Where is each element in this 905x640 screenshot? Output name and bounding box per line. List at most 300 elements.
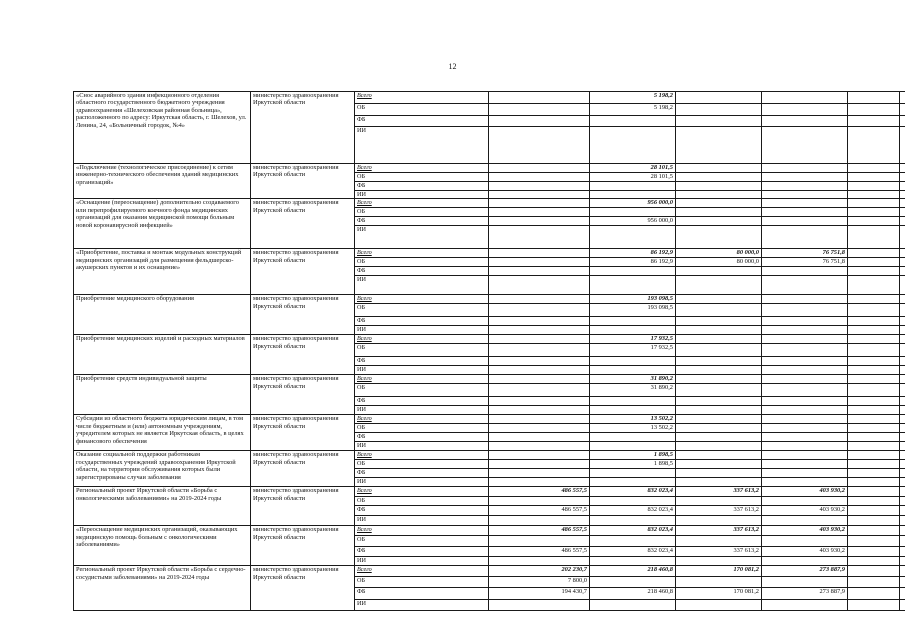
amount-cell <box>590 497 676 506</box>
funding-source: ФБ <box>355 357 489 366</box>
activity-description: Региональный проект Иркутской области «Борьба с онкологическими заболеваниями» на 2019-2024 годы <box>74 487 251 526</box>
amount-cell <box>900 516 905 526</box>
amount-cell <box>848 92 900 104</box>
amount-cell: 31 890,2 <box>590 384 676 397</box>
amount-cell <box>676 127 762 164</box>
amount-cell <box>676 335 762 344</box>
amount-cell <box>762 199 848 208</box>
amount-cell <box>489 199 590 208</box>
amount-cell <box>676 92 762 104</box>
activity-description: Субсидии из областного бюджета юридическим лицам, в том числе бюджетным и (или) автономным учреждениям, учредителем которых не является Иркутская область, в целях финансового обеспечения <box>74 415 251 451</box>
amount-cell <box>489 344 590 357</box>
amount-cell <box>900 600 905 611</box>
amount-cell <box>762 469 848 478</box>
amount-cell <box>762 557 848 566</box>
amount-cell <box>762 497 848 506</box>
funding-source: Всего <box>355 92 489 104</box>
amount-cell <box>848 357 900 366</box>
amount-cell <box>676 267 762 276</box>
funding-source: ОБ <box>355 536 489 547</box>
amount-cell <box>900 433 905 442</box>
funding-source: ОБ <box>355 173 489 182</box>
amount-cell <box>489 92 590 104</box>
amount-cell <box>590 226 676 249</box>
funding-source: ОБ <box>355 384 489 397</box>
amount-cell <box>676 357 762 366</box>
amount-cell <box>848 487 900 497</box>
amount-cell <box>848 104 900 116</box>
funding-source: ФБ <box>355 433 489 442</box>
amount-cell <box>676 451 762 460</box>
amount-cell <box>590 276 676 295</box>
amount-cell <box>848 276 900 295</box>
funding-source: ИИ <box>355 326 489 335</box>
budget-table <box>73 91 905 611</box>
funding-source: Всего <box>355 335 489 344</box>
amount-cell <box>900 588 905 600</box>
table-row <box>74 415 905 424</box>
amount-cell <box>848 442 900 451</box>
funding-source: ОБ <box>355 497 489 506</box>
amount-cell <box>676 433 762 442</box>
amount-cell <box>848 295 900 304</box>
funding-source: ИИ <box>355 478 489 487</box>
table-row <box>74 335 905 344</box>
amount-cell <box>676 424 762 433</box>
amount-cell <box>489 335 590 344</box>
amount-cell <box>489 557 590 566</box>
amount-cell: 28 101,5 <box>590 164 676 173</box>
funding-source: Всего <box>355 199 489 208</box>
amount-cell: 17 932,5 <box>590 335 676 344</box>
amount-cell: 832 023,4 <box>590 547 676 557</box>
amount-cell <box>900 375 905 384</box>
table-row <box>74 164 905 173</box>
funding-source: ОБ <box>355 304 489 317</box>
table-row <box>74 566 905 577</box>
amount-cell <box>489 317 590 326</box>
amount-cell <box>590 191 676 199</box>
amount-cell <box>900 267 905 276</box>
amount-cell <box>762 182 848 191</box>
table-row <box>74 487 905 497</box>
funding-source: Всего <box>355 415 489 424</box>
amount-cell <box>590 127 676 164</box>
amount-cell <box>848 249 900 258</box>
amount-cell <box>900 92 905 104</box>
amount-cell <box>489 397 590 406</box>
amount-cell <box>762 397 848 406</box>
amount-cell <box>762 326 848 335</box>
amount-cell <box>900 415 905 424</box>
responsible-organization: министерство здравоохранения Иркутской области <box>251 249 355 295</box>
amount-cell: 403 930,2 <box>762 526 848 536</box>
funding-source: ФБ <box>355 506 489 516</box>
funding-source: ОБ <box>355 460 489 469</box>
amount-cell <box>762 600 848 611</box>
amount-cell: 5 198,2 <box>590 104 676 116</box>
amount-cell <box>848 375 900 384</box>
amount-cell <box>590 182 676 191</box>
activity-description: Приобретение медицинских изделий и расходных материалов <box>74 335 251 375</box>
amount-cell <box>900 497 905 506</box>
amount-cell <box>848 173 900 182</box>
amount-cell: 13 502,2 <box>590 415 676 424</box>
amount-cell: 337 613,2 <box>676 547 762 557</box>
amount-cell <box>676 397 762 406</box>
amount-cell <box>590 478 676 487</box>
funding-source: Всего <box>355 451 489 460</box>
table-row <box>74 295 905 304</box>
amount-cell <box>900 317 905 326</box>
amount-cell <box>590 433 676 442</box>
amount-cell: 7 800,0 <box>489 577 590 588</box>
amount-cell <box>676 116 762 127</box>
amount-cell <box>762 415 848 424</box>
funding-source: ФБ <box>355 547 489 557</box>
amount-cell <box>676 317 762 326</box>
amount-cell <box>900 406 905 415</box>
amount-cell <box>590 116 676 127</box>
amount-cell <box>900 295 905 304</box>
funding-source: ФБ <box>355 588 489 600</box>
amount-cell <box>900 104 905 116</box>
amount-cell <box>489 600 590 611</box>
amount-cell <box>900 547 905 557</box>
amount-cell <box>676 469 762 478</box>
activity-description: «Переоснащение медицинских организаций, оказывающих медицинскую помощь больным с онкологическими заболеваниями» <box>74 526 251 566</box>
responsible-organization: министерство здравоохранения Иркутской области <box>251 566 355 611</box>
amount-cell <box>590 317 676 326</box>
amount-cell: 202 230,7 <box>489 566 590 577</box>
amount-cell <box>762 451 848 460</box>
amount-cell <box>489 182 590 191</box>
funding-source: ФБ <box>355 317 489 326</box>
funding-source: ОБ <box>355 258 489 267</box>
amount-cell <box>762 536 848 547</box>
amount-cell: 194 430,7 <box>489 588 590 600</box>
amount-cell <box>900 384 905 397</box>
funding-source: ОБ <box>355 104 489 116</box>
amount-cell <box>676 600 762 611</box>
amount-cell: 13 502,2 <box>590 424 676 433</box>
responsible-organization: министерство здравоохранения Иркутской области <box>251 295 355 335</box>
responsible-organization: министерство здравоохранения Иркутской области <box>251 526 355 566</box>
table-row <box>74 526 905 536</box>
amount-cell <box>900 326 905 335</box>
amount-cell <box>489 536 590 547</box>
amount-cell <box>676 326 762 335</box>
funding-source: ИИ <box>355 191 489 199</box>
amount-cell <box>900 506 905 516</box>
amount-cell <box>848 557 900 566</box>
amount-cell <box>848 526 900 536</box>
amount-cell <box>762 164 848 173</box>
activity-description: Приобретение средств индивидуальной защиты <box>74 375 251 415</box>
amount-cell <box>762 304 848 317</box>
amount-cell: 486 557,5 <box>489 487 590 497</box>
amount-cell: 86 192,9 <box>590 258 676 267</box>
amount-cell <box>489 460 590 469</box>
amount-cell <box>676 217 762 226</box>
amount-cell <box>848 415 900 424</box>
amount-cell <box>848 516 900 526</box>
amount-cell: 956 000,0 <box>590 217 676 226</box>
responsible-organization: министерство здравоохранения Иркутской области <box>251 375 355 415</box>
amount-cell <box>489 295 590 304</box>
amount-cell <box>590 326 676 335</box>
amount-cell <box>900 451 905 460</box>
amount-cell <box>848 478 900 487</box>
amount-cell <box>489 497 590 506</box>
amount-cell <box>762 516 848 526</box>
amount-cell <box>848 258 900 267</box>
funding-source: ИИ <box>355 366 489 375</box>
amount-cell <box>900 226 905 249</box>
amount-cell <box>848 600 900 611</box>
amount-cell <box>900 469 905 478</box>
amount-cell <box>489 433 590 442</box>
amount-cell <box>676 460 762 469</box>
amount-cell <box>762 384 848 397</box>
amount-cell <box>489 406 590 415</box>
amount-cell: 193 098,5 <box>590 295 676 304</box>
amount-cell <box>762 276 848 295</box>
amount-cell <box>848 226 900 249</box>
amount-cell <box>848 433 900 442</box>
funding-source: ОБ <box>355 577 489 588</box>
amount-cell: 486 557,5 <box>489 506 590 516</box>
amount-cell <box>489 516 590 526</box>
amount-cell <box>489 226 590 249</box>
amount-cell <box>676 375 762 384</box>
funding-source: Всего <box>355 526 489 536</box>
amount-cell <box>590 366 676 375</box>
amount-cell <box>676 497 762 506</box>
amount-cell <box>489 442 590 451</box>
amount-cell <box>900 116 905 127</box>
amount-cell <box>848 366 900 375</box>
amount-cell: 832 023,4 <box>590 526 676 536</box>
funding-source: ИИ <box>355 557 489 566</box>
amount-cell <box>848 547 900 557</box>
amount-cell <box>848 536 900 547</box>
amount-cell <box>762 577 848 588</box>
amount-cell: 76 751,8 <box>762 249 848 258</box>
funding-source: Всего <box>355 375 489 384</box>
amount-cell <box>676 442 762 451</box>
amount-cell <box>762 460 848 469</box>
amount-cell <box>676 344 762 357</box>
funding-source: Всего <box>355 164 489 173</box>
amount-cell <box>900 191 905 199</box>
funding-source: ИИ <box>355 600 489 611</box>
amount-cell: 403 930,2 <box>762 487 848 497</box>
amount-cell <box>676 478 762 487</box>
amount-cell <box>848 460 900 469</box>
amount-cell: 28 101,5 <box>590 173 676 182</box>
amount-cell <box>489 116 590 127</box>
amount-cell <box>848 566 900 577</box>
amount-cell <box>848 199 900 208</box>
table-row <box>74 451 905 460</box>
amount-cell: 193 098,5 <box>590 304 676 317</box>
amount-cell: 1 898,5 <box>590 460 676 469</box>
amount-cell <box>900 357 905 366</box>
funding-source: ИИ <box>355 442 489 451</box>
amount-cell <box>489 384 590 397</box>
amount-cell <box>590 536 676 547</box>
amount-cell <box>762 208 848 217</box>
amount-cell <box>489 478 590 487</box>
responsible-organization: министерство здравоохранения Иркутской области <box>251 164 355 199</box>
amount-cell <box>762 317 848 326</box>
amount-cell <box>900 304 905 317</box>
amount-cell <box>676 199 762 208</box>
amount-cell <box>489 469 590 478</box>
amount-cell <box>848 577 900 588</box>
amount-cell: 86 192,9 <box>590 249 676 258</box>
funding-source: ФБ <box>355 397 489 406</box>
amount-cell <box>489 173 590 182</box>
funding-source: Всего <box>355 249 489 258</box>
amount-cell <box>590 600 676 611</box>
amount-cell <box>762 191 848 199</box>
amount-cell: 486 557,5 <box>489 526 590 536</box>
amount-cell <box>848 469 900 478</box>
amount-cell <box>900 478 905 487</box>
funding-source: ИИ <box>355 226 489 249</box>
amount-cell <box>848 116 900 127</box>
amount-cell <box>489 127 590 164</box>
amount-cell <box>676 536 762 547</box>
funding-source: ИИ <box>355 516 489 526</box>
amount-cell <box>590 516 676 526</box>
funding-source: ИИ <box>355 276 489 295</box>
amount-cell <box>848 191 900 199</box>
responsible-organization: министерство здравоохранения Иркутской области <box>251 451 355 487</box>
table-body <box>74 92 905 611</box>
amount-cell <box>848 497 900 506</box>
amount-cell <box>489 267 590 276</box>
amount-cell <box>676 577 762 588</box>
amount-cell: 170 081,2 <box>676 588 762 600</box>
amount-cell: 170 081,2 <box>676 566 762 577</box>
amount-cell <box>489 104 590 116</box>
activity-description: «Приобретение, поставка и монтаж модульных конструкций медицинских организаций для размещения фельдшерско-акушерских пунктов и их оснащение» <box>74 249 251 295</box>
amount-cell <box>900 577 905 588</box>
responsible-organization: министерство здравоохранения Иркутской области <box>251 415 355 451</box>
amount-cell <box>676 295 762 304</box>
amount-cell <box>590 469 676 478</box>
amount-cell: 80 000,0 <box>676 258 762 267</box>
amount-cell <box>676 276 762 295</box>
amount-cell <box>676 173 762 182</box>
responsible-organization: министерство здравоохранения Иркутской области <box>251 335 355 375</box>
amount-cell <box>762 127 848 164</box>
amount-cell <box>900 526 905 536</box>
amount-cell <box>676 304 762 317</box>
amount-cell <box>489 276 590 295</box>
activity-description: «Снос аварийного здания инфекционного отделения областного государственного бюджетного учреждения здравоохранения «Шелеховская районная больница», расположенного по адресу: Иркутская область, г. Шелехов, ул. Ленина, 24, «Больничный городок, №4» <box>74 92 251 164</box>
amount-cell <box>848 164 900 173</box>
funding-source: ОБ <box>355 344 489 357</box>
amount-cell <box>676 415 762 424</box>
amount-cell <box>590 406 676 415</box>
table-row <box>74 249 905 258</box>
amount-cell: 403 930,2 <box>762 506 848 516</box>
amount-cell <box>762 433 848 442</box>
amount-cell <box>762 335 848 344</box>
amount-cell: 218 460,8 <box>590 566 676 577</box>
responsible-organization: министерство здравоохранения Иркутской области <box>251 92 355 164</box>
amount-cell <box>590 267 676 276</box>
amount-cell <box>489 217 590 226</box>
amount-cell <box>848 397 900 406</box>
amount-cell <box>848 424 900 433</box>
activity-description: «Подключение (технологическое присоединение) к сетям инженерно-технического обеспечения зданий медицинских организаций» <box>74 164 251 199</box>
amount-cell <box>590 442 676 451</box>
amount-cell <box>590 397 676 406</box>
amount-cell <box>900 249 905 258</box>
amount-cell: 832 023,4 <box>590 487 676 497</box>
amount-cell <box>590 357 676 366</box>
amount-cell <box>900 397 905 406</box>
amount-cell <box>676 104 762 116</box>
amount-cell <box>676 208 762 217</box>
amount-cell: 5 198,2 <box>590 92 676 104</box>
funding-source: Всего <box>355 295 489 304</box>
amount-cell <box>489 357 590 366</box>
amount-cell <box>489 424 590 433</box>
amount-cell: 832 023,4 <box>590 506 676 516</box>
amount-cell <box>900 173 905 182</box>
amount-cell <box>900 335 905 344</box>
amount-cell: 486 557,5 <box>489 547 590 557</box>
amount-cell <box>489 164 590 173</box>
amount-cell <box>762 295 848 304</box>
amount-cell <box>762 226 848 249</box>
amount-cell <box>900 208 905 217</box>
activity-description: Региональный проект Иркутской области «Борьба с сердечно-сосудистыми заболеваниями» на 2019-2024 годы <box>74 566 251 611</box>
amount-cell: 337 613,2 <box>676 526 762 536</box>
amount-cell <box>762 478 848 487</box>
funding-source: ФБ <box>355 217 489 226</box>
amount-cell <box>848 506 900 516</box>
amount-cell: 218 460,8 <box>590 588 676 600</box>
funding-source: Всего <box>355 566 489 577</box>
amount-cell <box>762 375 848 384</box>
amount-cell: 337 613,2 <box>676 487 762 497</box>
amount-cell: 956 000,0 <box>590 199 676 208</box>
table-row <box>74 199 905 208</box>
amount-cell <box>489 326 590 335</box>
amount-cell <box>762 442 848 451</box>
amount-cell: 31 890,2 <box>590 375 676 384</box>
amount-cell <box>590 208 676 217</box>
amount-cell <box>848 588 900 600</box>
amount-cell <box>848 344 900 357</box>
amount-cell <box>676 384 762 397</box>
funding-source: ФБ <box>355 182 489 191</box>
amount-cell <box>848 451 900 460</box>
funding-source: ИИ <box>355 127 489 164</box>
amount-cell <box>848 317 900 326</box>
amount-cell <box>848 208 900 217</box>
amount-cell <box>489 451 590 460</box>
funding-source: ОБ <box>355 424 489 433</box>
amount-cell <box>590 577 676 588</box>
